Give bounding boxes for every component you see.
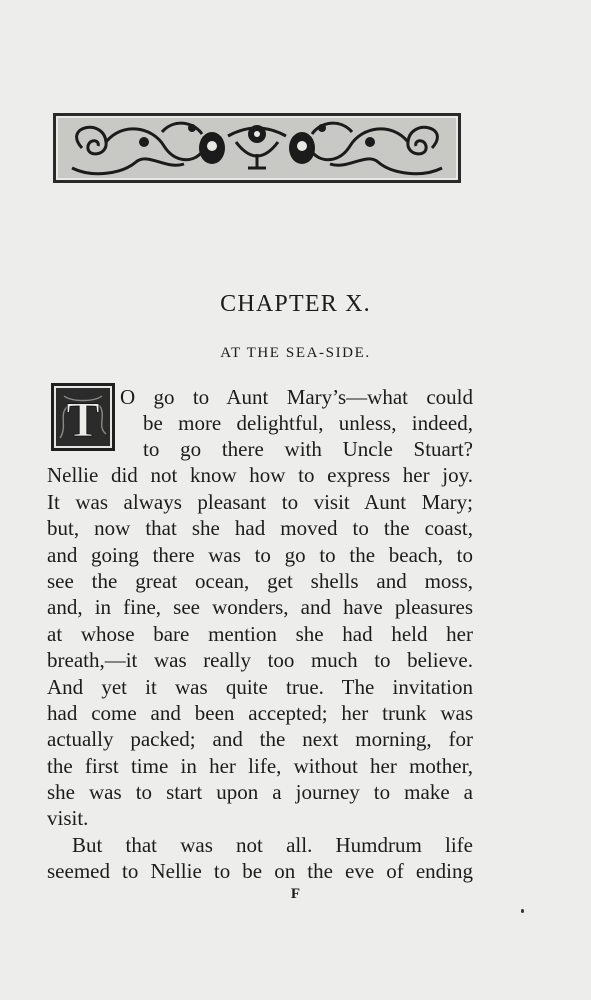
chapter-subtitle: AT THE SEA-SIDE. (220, 345, 371, 361)
body-line: It was always pleasant to visit Aunt Mary; (47, 490, 473, 514)
body-line: And yet it was quite true. The invitation (47, 675, 473, 699)
body-line: to go there with Uncle Stuart? (143, 437, 473, 461)
body-line: had come and been accepted; her trunk was (47, 701, 473, 725)
body-line: O go to Aunt Mary’s—what could (120, 385, 473, 409)
body-line: visit. (47, 806, 89, 830)
body-line: the first time in her life, without her mother, (47, 754, 473, 778)
body-line: Nellie did not know how to express her joy. (47, 463, 473, 487)
drop-cap-letter: T (66, 391, 100, 447)
body-line: be more delightful, unless, indeed, (143, 411, 473, 435)
body-line: actually packed; and the next morning, for (47, 727, 473, 751)
body-line: seemed to Nellie to be on the eve of ending (47, 859, 473, 883)
signature-mark: F (290, 886, 301, 902)
body-line: at whose bare mention she had held her (47, 622, 473, 646)
body-line: and, in fine, see wonders, and have pleasures (47, 595, 473, 619)
body-line: see the great ocean, get shells and moss, (47, 569, 473, 593)
chapter-title: CHAPTER X. (220, 291, 371, 317)
drop-cap (50, 382, 116, 452)
body-line: she was to start upon a journey to make a (47, 780, 473, 804)
ornamental-headpiece (52, 112, 462, 184)
body-line: breath,—it was really too much to believe. (47, 648, 473, 672)
body-line: and going there was to go to the beach, to (47, 543, 473, 567)
body-line: but, now that she had moved to the coast, (47, 516, 473, 540)
ink-speck (521, 909, 524, 913)
body-line: But that was not all. Humdrum life (72, 833, 473, 857)
